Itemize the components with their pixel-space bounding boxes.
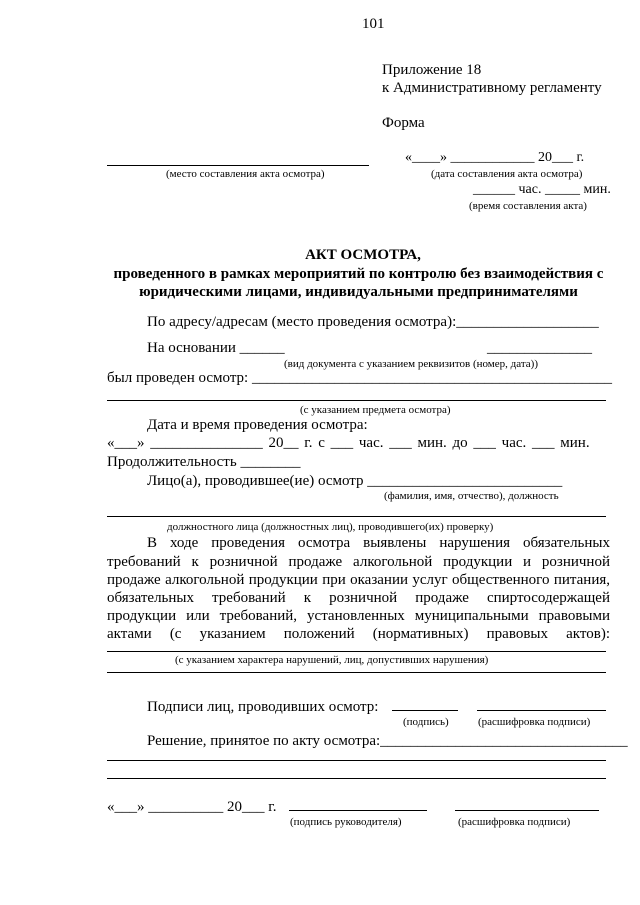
head-signature-caption: (подпись руководителя) bbox=[290, 816, 402, 828]
signatures-label: Подписи лиц, проводивших осмотр: bbox=[147, 699, 379, 715]
place-field[interactable] bbox=[107, 165, 369, 166]
violations-field-extra[interactable] bbox=[107, 672, 606, 673]
signature-decode-caption: (расшифровка подписи) bbox=[478, 716, 591, 728]
basis-field[interactable]: На основании ______ bbox=[147, 340, 285, 356]
violations-caption: (с указанием характера нарушений, лиц, допустивших нарушения) bbox=[175, 654, 489, 666]
violations-line: обязательных требований к розничной продаже спиртосодержащей bbox=[107, 591, 610, 606]
decision-field-line2[interactable] bbox=[107, 760, 606, 761]
basis-caption: (вид документа с указанием реквизитов (номер, дата)) bbox=[284, 358, 538, 370]
head-signature-field[interactable] bbox=[289, 810, 427, 811]
date-field[interactable]: «____» ____________ 20___ г. bbox=[405, 150, 585, 165]
duration-field[interactable]: Продолжительность ________ bbox=[107, 454, 301, 470]
footer-date-field[interactable]: «___» __________ 20___ г. bbox=[107, 799, 277, 815]
address-field[interactable]: По адресу/адресам (место проведения осмотра):___________________ bbox=[147, 314, 599, 330]
place-caption: (место составления акта осмотра) bbox=[166, 168, 325, 180]
signature-decode-field[interactable] bbox=[477, 710, 606, 711]
datetime-label: Дата и время проведения осмотра: bbox=[147, 417, 368, 433]
person-caption: (фамилия, имя, отчество), должность bbox=[384, 490, 559, 502]
person-field[interactable]: Лицо(а), проводившее(ие) осмотр __________________________ bbox=[147, 473, 563, 489]
act-subtitle-line1: проведенного в рамках мероприятий по контролю без взаимодействия с bbox=[113, 266, 604, 282]
basis-field-right[interactable]: ______________ bbox=[487, 340, 592, 356]
violations-line: В ходе проведения осмотра выявлены нарушения обязательных bbox=[147, 536, 610, 551]
head-decode-caption: (расшифровка подписи) bbox=[458, 816, 571, 828]
violations-line: продаже алкогольной продукции при оказании услуг общественного питания, bbox=[107, 573, 610, 588]
appendix-title: Приложение 18 bbox=[382, 62, 482, 78]
page-number: 101 bbox=[362, 16, 385, 32]
date-caption: (дата составления акта осмотра) bbox=[431, 168, 583, 180]
subject-field[interactable] bbox=[107, 400, 606, 401]
inspection-field[interactable]: был проведен осмотр: ________________________________________________ bbox=[107, 370, 612, 386]
subject-caption: (с указанием предмета осмотра) bbox=[300, 404, 451, 416]
time-caption: (время составления акта) bbox=[469, 200, 587, 212]
head-decode-field[interactable] bbox=[455, 810, 599, 811]
official-caption: должностного лица (должностных лиц), проводившего(их) проверку) bbox=[167, 521, 494, 533]
decision-field-line3[interactable] bbox=[107, 778, 606, 779]
appendix-regulation: к Административному регламенту bbox=[382, 80, 602, 96]
violations-line: продукции или требований, установленных муниципальными правовыми bbox=[107, 609, 610, 624]
act-title: АКТ ОСМОТРА, bbox=[305, 247, 421, 263]
official-field[interactable] bbox=[107, 516, 606, 517]
datetime-field[interactable]: «___» _______________ 20__ г. с ___ час. ___ мин. до ___ час. ___ мин. bbox=[107, 435, 590, 451]
decision-field[interactable]: Решение, принятое по акту осмотра:_________________________________ bbox=[147, 733, 628, 749]
violations-line: требований к розничной продаже алкогольной продукции и розничной bbox=[107, 555, 610, 570]
signature-caption: (подпись) bbox=[403, 716, 449, 728]
violations-line: актами (с указанием положений (нормативных) правовых актов): bbox=[107, 627, 610, 642]
violations-field[interactable] bbox=[107, 651, 606, 652]
form-label: Форма bbox=[382, 115, 425, 131]
act-subtitle-line2: юридическими лицами, индивидуальными предпринимателями bbox=[139, 284, 578, 300]
signature-field[interactable] bbox=[392, 710, 458, 711]
time-field[interactable]: ______ час. _____ мин. bbox=[473, 182, 611, 197]
